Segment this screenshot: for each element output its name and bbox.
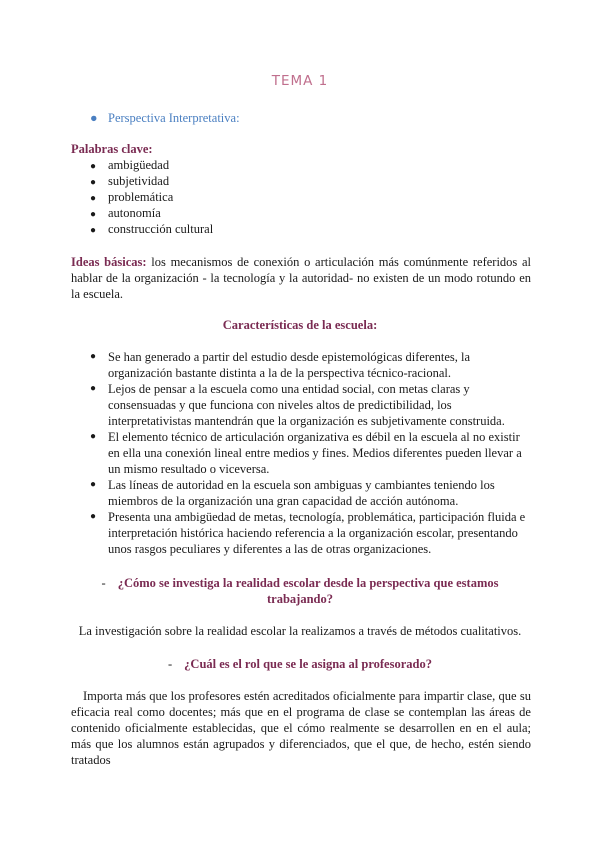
list-item: ● ambigüedad bbox=[90, 157, 213, 173]
characteristics-heading: Características de la escuela: bbox=[222, 318, 378, 332]
question-1-line1: ¿Cómo se investiga la realidad escolar desde la perspectiva que estamos bbox=[117, 576, 499, 590]
list-item: ● autonomía bbox=[90, 205, 213, 221]
perspective-item bbox=[90, 111, 240, 126]
ideas-label: Ideas básicas: bbox=[71, 255, 147, 269]
bullet-icon: ● bbox=[90, 511, 97, 522]
bullet-icon: ● bbox=[90, 193, 97, 204]
list-item: ● Presenta una ambigüedad de metas, tecnología, problemática, participación fluida e interpretación histórica haciendo referencia a la organización escolar, presentando unos rasgos peculiares y diferentes a las de otras organizaciones. bbox=[90, 510, 526, 556]
list-item: ● problemática bbox=[90, 189, 213, 205]
ideas-paragraph bbox=[71, 254, 531, 302]
bullet-icon: ● bbox=[90, 351, 97, 362]
characteristics-list bbox=[90, 349, 527, 557]
bullet-icon: ● bbox=[90, 479, 97, 490]
list-item: ● subjetividad bbox=[90, 173, 213, 189]
keywords-heading: Palabras clave: bbox=[71, 142, 153, 156]
list-item: ● Se han generado a partir del estudio desde epistemológicas diferentes, la organización bastante distinta a la de la perspectiva técnico-racional. bbox=[90, 350, 471, 380]
page-title: TEMA 1 bbox=[271, 73, 329, 89]
bullet-icon: ● bbox=[90, 177, 97, 188]
question-1-line2: trabajando? bbox=[267, 592, 333, 606]
list-item: ● Las líneas de autoridad en la escuela son ambiguas y cambiantes teniendo los miembros de la organización una gran capacidad de acción autónoma. bbox=[90, 478, 495, 508]
list-item: ● Lejos de pensar a la escuela como una entidad social, con metas claras y consensuadas y que funciona con niveles altos de predictibilidad, los interpretativistas mantendrán que la organización es subjetivamente construida. bbox=[90, 382, 505, 428]
list-item: ● construcción cultural bbox=[90, 221, 213, 237]
dash-marker: - bbox=[101, 576, 106, 590]
answer-1: La investigación sobre la realidad escolar la realizamos a través de métodos cualitativos. bbox=[78, 624, 522, 638]
bullet-icon: ● bbox=[90, 431, 97, 442]
ideas-text: los mecanismos de conexión o articulación más comúnmente referidos al hablar de la organización - la tecnología y la autoridad- no existen de un modo rotundo en la escuela. bbox=[71, 255, 532, 301]
dash-marker: - bbox=[168, 657, 173, 671]
bullet-icon: ● bbox=[90, 111, 98, 125]
list-item: ● El elemento técnico de articulación organizativa es débil en la escuela al no existir en ella una conexión lineal entre medios y fines. Medios diferentes pueden llevar a un mismo resultado o viceversa. bbox=[90, 430, 522, 476]
perspective-label: Perspectiva Interpretativa: bbox=[108, 111, 240, 125]
question-1 bbox=[0, 575, 600, 607]
question-2 bbox=[0, 656, 600, 672]
bullet-icon: ● bbox=[90, 225, 97, 236]
bullet-icon: ● bbox=[90, 161, 97, 172]
bullet-icon: ● bbox=[90, 209, 97, 220]
keywords-list bbox=[90, 157, 213, 237]
bullet-icon: ● bbox=[90, 383, 97, 394]
question-2-text: ¿Cuál es el rol que se le asigna al profesorado? bbox=[184, 657, 432, 671]
answer-2: Importa más que los profesores estén acreditados oficialmente para impartir clase, que su eficacia real como docentes; más que en el programa de clase se contemplan las áreas de contenido oficialmente establecidas, que el cómo realmente se desarrollen en en el aula; más que los alumnos están agrupados y diferenciados, que el que, de hecho, estén siendo tratados bbox=[71, 689, 531, 767]
